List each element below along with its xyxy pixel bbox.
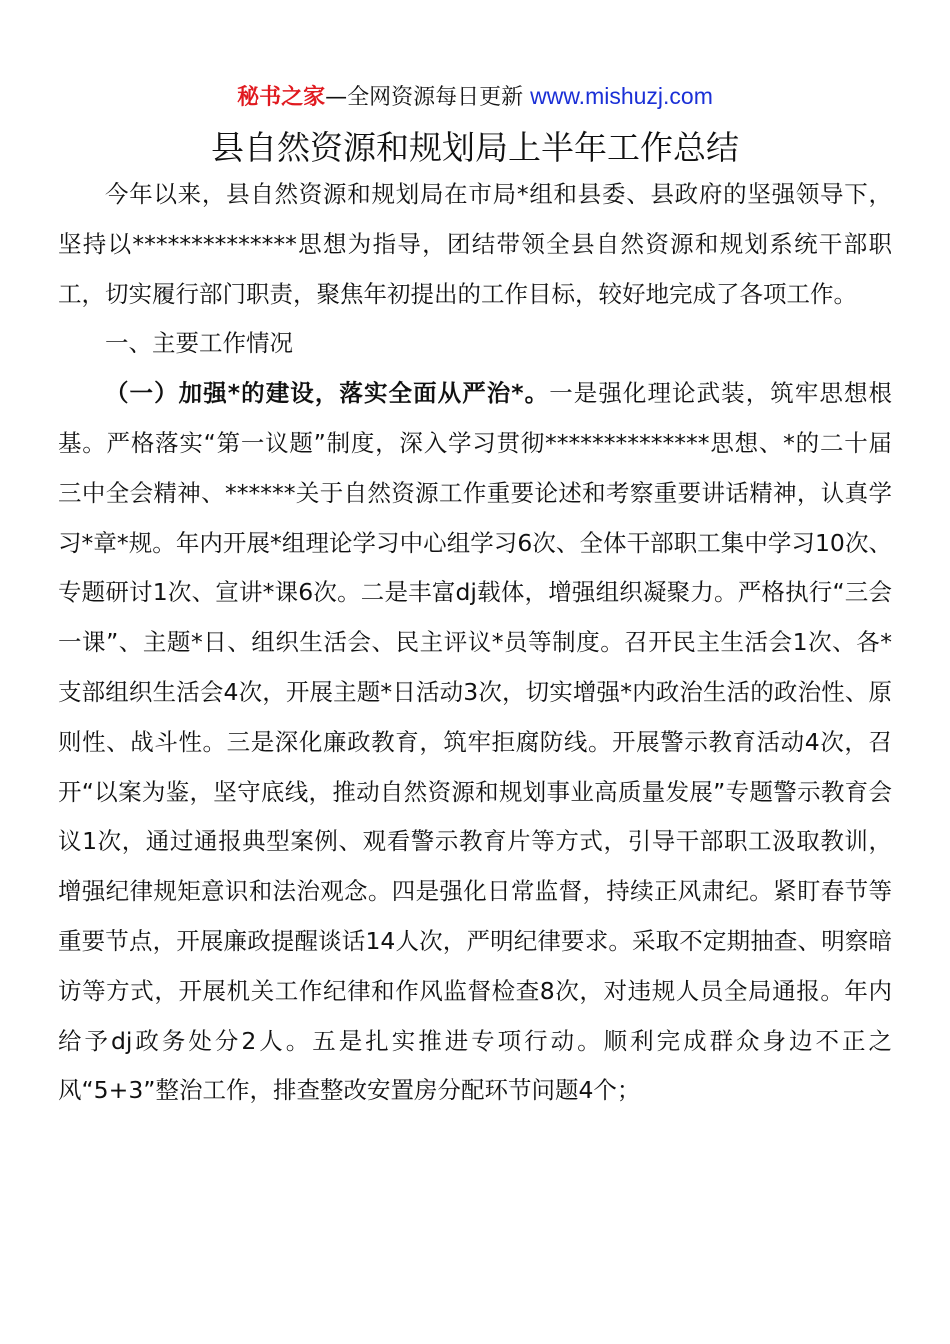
subsection-heading: （一）加强*的建设，落实全面从严治*。	[105, 379, 550, 408]
document-title: 县自然资源和规划局上半年工作总结	[211, 128, 739, 167]
header-tagline: —全网资源每日更新	[325, 85, 531, 110]
subsection-paragraph	[58, 369, 892, 1116]
brand-name: 秘书之家	[237, 85, 326, 110]
site-url-link[interactable]: www.mishuzj.com	[530, 83, 713, 109]
intro-paragraph: 今年以来，县自然资源和规划局在市局*组和县委、县政府的坚强领导下，坚持以**************思想为指导，团结带领全县自然资源和规划系统干部职工，切实履行部门职责，聚焦年初提出的工作目标，较好地完成了各项工作。	[58, 180, 892, 308]
subsection-text: 一是强化理论武装，筑牢思想根基。严格落实“第一议题”制度，深入学习贯彻**************思想、*的二十届三中全会精神、******关于自然资源工作重要论述和考察重要讲话精神，认真学习*章*规。年内开展*组理论学习中心组学习6次、全体干部职工集中学习10次、专题研讨1次、宣讲*课6次。二是丰富dj载体，增强组织凝聚力。严格执行“三会一课”、主题*日、组织生活会、民主评议*员等制度。召开民主生活会1次、各*支部组织生活会4次，开展主题*日活动3次，切实增强*内政治生活的政治性、原则性、战斗性。三是深化廉政教育，筑牢拒腐防线。开展警示教育活动4次，召开“以案为鉴，坚守底线，推动自然资源和规划事业高质量发展”专题警示教育会议1次，通过通报典型案例、观看警示教育片等方式，引导干部职工汲取教训，增强纪律规矩意识和法治观念。四是强化日常监督，持续正风肃纪。紧盯春节等重要节点，开展廉政提醒谈话14人次，严明纪律要求。采取不定期抽查、明察暗访等方式，开展机关工作纪律和作风监督检查8次，对违规人员全局通报。年内给予dj政务处分2人。五是扎实推进专项行动。顺利完成群众身边不正之风“5+3”整治工作，排查整改安置房分配环节问题4个；	[58, 379, 893, 1105]
section-heading: 一、主要工作情况	[105, 329, 293, 358]
site-header	[0, 80, 950, 114]
document-body	[58, 170, 892, 1116]
